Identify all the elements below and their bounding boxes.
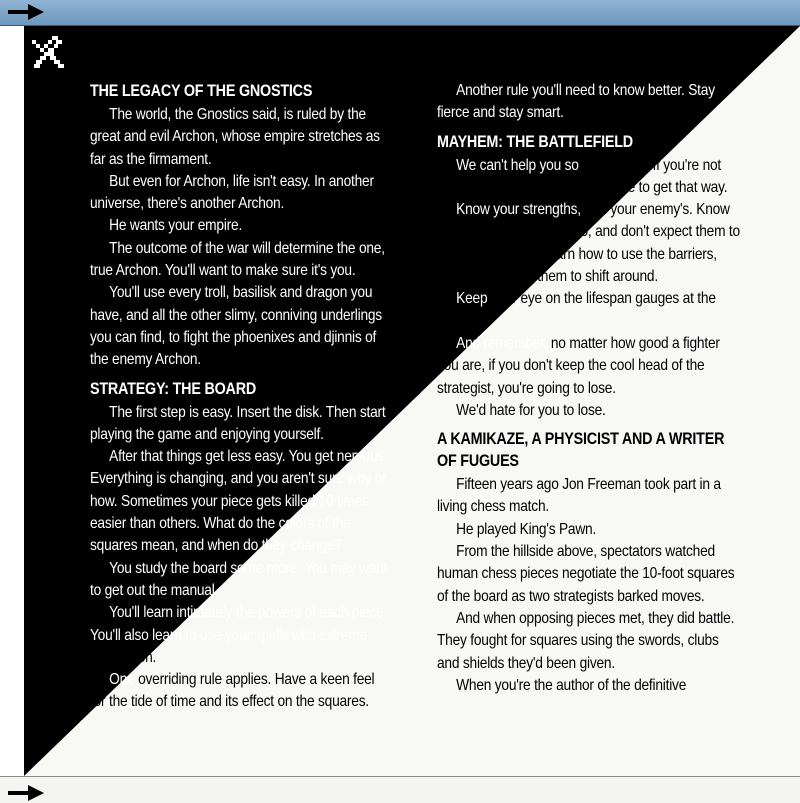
intro-paragraph: Another rule you'll need to know better. Stay fierce and stay smart. — [437, 82, 715, 122]
mayhem-paragraph: We can't help you so much here. If you're not fast and ferocious, you'll just have to get that way. — [437, 156, 728, 196]
strategy-paragraph: You'll learn intimately the powers of each piece. You'll also learn to use your spells with extreme calculation. — [90, 604, 388, 666]
strategy-paragraph: After that things get less easy. You get nervous. Everything is changing, and you aren't sure why or how. Sometimes your piece gets killed 10 times easier than others. What do the colors of the squares mean, and when do they change? — [90, 448, 388, 555]
mayhem-paragraph: And remember, no matter how good a fighter you are, if you don't keep the cool head of the strategist, you're going to lose. — [437, 334, 720, 397]
heading-strategy: STRATEGY: THE BOARD — [90, 379, 257, 398]
legacy-paragraph: He wants your empire. — [109, 217, 243, 235]
heading-legacy: THE LEGACY OF THE GNOSTICS — [90, 82, 313, 100]
right-column — [437, 80, 742, 697]
legacy-paragraph: The world, the Gnostics said, is ruled by the great and evil Archon, whose empire stretches as far as the firmament. — [90, 106, 380, 168]
kamikaze-paragraph: Fifteen years ago Jon Freeman took part in a living chess match. — [437, 476, 721, 516]
strategy-paragraph: The first step is easy. Insert the disk. Then start playing the game and enjoying yourself. — [90, 403, 386, 443]
kamikaze-paragraph: When you're the author of the definitive — [456, 676, 687, 694]
bottom-navigation-bar — [0, 776, 800, 803]
kamikaze-paragraph: And when opposing pieces met, they did battle. They fought for squares using the swords, clubs and shields they'd been given. — [437, 609, 735, 672]
left-margin-strip — [0, 26, 24, 776]
right-arrow-icon[interactable] — [8, 785, 44, 801]
kamikaze-paragraph: From the hillside above, spectators watched human chess pieces negotiate the 10-foot squares of the board as two strategists barked moves. — [437, 543, 735, 605]
strategy-paragraph: One overriding rule applies. Have a keen feel for the tide of time and its effect on the squares. — [90, 671, 375, 711]
heading-kamikaze: A KAMIKAZE, A PHYSICIST AND A WRITER OF FUGUES — [437, 430, 725, 471]
left-column — [90, 80, 391, 714]
pegasus-logo-icon — [30, 34, 66, 72]
strategy-paragraph: You study the board some more. You may want to get out the manual. — [90, 559, 388, 599]
mayhem-paragraph: Know your strengths, and your enemy's. Know what the weapons can do, and don't expect them to do anything else. Learn how to use the barriers, and be ready for them to shift around. — [437, 201, 740, 286]
right-arrow-icon[interactable] — [8, 4, 44, 20]
legacy-paragraph: The outcome of the war will determine the one, true Archon. You'll want to make sure it's you. — [90, 239, 385, 280]
mayhem-paragraph: We'd hate for you to lose. — [456, 401, 606, 419]
top-navigation-bar — [0, 0, 800, 26]
legacy-paragraph: You'll use every troll, basilisk and dragon you have, and all the other slimy, conniving underlings you can find, to fight the phoenixes and djinnis of the enemy Archon. — [90, 284, 382, 369]
kamikaze-paragraph: He played King's Pawn. — [456, 520, 597, 538]
legacy-paragraph: But even for Archon, life isn't easy. In another universe, there's another Archon. — [90, 172, 374, 213]
heading-mayhem: MAYHEM: THE BATTLEFIELD — [437, 132, 633, 151]
mayhem-paragraph: Keep your eye on the lifespan gauges at the sides. — [437, 290, 716, 330]
